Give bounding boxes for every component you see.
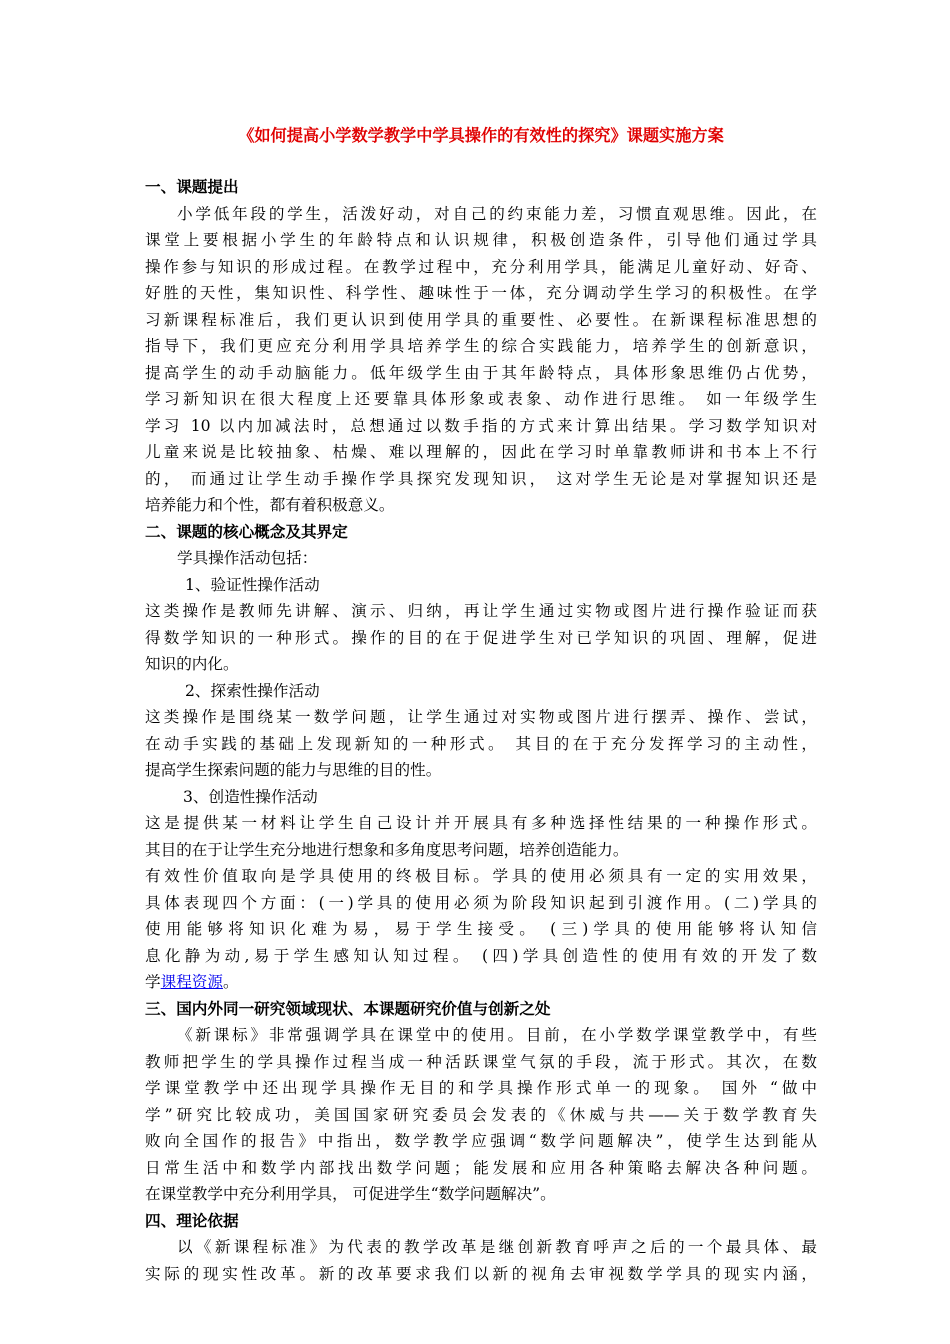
paragraph-line: 习新课程标准后，我们更认识到使用学具的重要性、必要性。在新课程标准思想的 xyxy=(145,310,817,329)
paragraph-line: 这类操作是教师先讲解、演示、归纳，再让学生通过实物或图片进行操作验证而获 xyxy=(145,602,817,620)
paragraph-line: 的， 而通过让学生动手操作学具探究发现知识， 这对学生无论是对掌握知识还是 xyxy=(145,469,817,488)
paragraph-line: 在课堂教学中充分利用学具， 可促进学生“数学问题解决”。 xyxy=(145,1185,556,1203)
paragraph-line: 指导下，我们更应充分利用学具培养学生的综合实践能力，培养学生的创新意识， xyxy=(145,337,817,355)
section-heading-3: 三、国内外同一研究领域现状、本课题研究价值与创新之处 xyxy=(145,999,551,1018)
subsection-title-2: 2、探索性操作活动 xyxy=(185,681,320,700)
paragraph-line: 学具操作活动包括： xyxy=(177,549,318,567)
paragraph-line: 这类操作是围绕某一数学问题，让学生通过对实物或图片进行摆弄、操作、尝试， xyxy=(145,708,817,726)
document-page xyxy=(145,118,817,1287)
paragraph-line: 败向全国作的报告》中指出，数学教学应强调“数学问题解决”，使学生达到能从 xyxy=(145,1132,817,1150)
subsection-title-1: 1、验证性操作活动 xyxy=(185,575,320,594)
paragraph-line: 提高学生的动手动脑能力。低年级学生由于其年龄特点，具体形象思维仍占优势， xyxy=(145,363,817,382)
paragraph-line: 这是提供某一材料让学生自己设计并开展具有多种选择性结果的一种操作形式。 xyxy=(145,814,817,832)
paragraph-line: 使用能够将知识化难为易，易于学生接受。 (三)学具的使用能够将认知信 xyxy=(145,920,817,938)
section-heading-1: 一、课题提出 xyxy=(145,178,239,196)
paragraph-line: 操作参与知识的形成过程。在教学过程中，充分利用学具，能满足儿童好动、好奇、 xyxy=(145,257,817,276)
text-suffix: 。 xyxy=(223,973,239,991)
paragraph-line: 具体表现四个方面：(一)学具的使用必须为阶段知识起到引渡作用。(二)学具的 xyxy=(145,893,817,912)
paragraph-line: 息化静为动,易于学生感知认知过程。 (四)学具创造性的使用有效的开发了数 xyxy=(145,946,817,965)
paragraph-line: 学习新知识在很大程度上还要靠具体形象或表象、动作进行思维。 如一年级学生 xyxy=(145,390,817,408)
paragraph-line: 得数学知识的一种形式。操作的目的在于促进学生对已学知识的巩固、理解，促进 xyxy=(145,628,817,647)
section-heading-4: 四、理论依据 xyxy=(145,1211,239,1230)
paragraph-line: 小学低年段的学生，活泼好动，对自己的约束能力差，习惯直观思维。因此，在 xyxy=(177,204,817,223)
paragraph-line: 教师把学生的学具操作过程当成一种活跃课堂气氛的手段，流于形式。其次，在数 xyxy=(145,1052,817,1071)
paragraph-line: 以《新课程标准》为代表的教学改革是继创新教育呼声之后的一个最具体、最 xyxy=(177,1238,817,1256)
paragraph-line: 其目的在于让学生充分地进行想象和多角度思考问题，培养创造能力。 xyxy=(145,840,629,859)
paragraph-line: 学习 10 以内加减法时，总想通过以数手指的方式来计算出结果。学习数学知识对 xyxy=(145,416,817,435)
paragraph-line: 课堂上要根据小学生的年龄特点和认识规律，积极创造条件，引导他们通过学具 xyxy=(145,231,817,249)
paragraph-line: 儿童来说是比较抽象、枯燥、难以理解的，因此在学习时单靠教师讲和书本上不行 xyxy=(145,443,817,461)
paragraph-line: 实际的现实性改革。新的改革要求我们以新的视角去审视数学学具的现实内涵， xyxy=(145,1264,817,1283)
paragraph-line: 提高学生探索问题的能力与思维的目的性。 xyxy=(145,761,442,779)
subsection-title-3: 3、创造性操作活动 xyxy=(183,787,318,806)
paragraph-line: 有效性价值取向是学具使用的终极目标。学具的使用必须具有一定的实用效果， xyxy=(145,867,817,885)
paragraph-line: 培养能力和个性，都有着积极意义。 xyxy=(145,496,395,514)
paragraph-line: 知识的内化。 xyxy=(145,655,239,673)
document-title: 《如何提高小学数学教学中学具操作的有效性的探究》课题实施方案 xyxy=(238,126,724,145)
paragraph-line: 学课堂教学中还出现学具操作无目的和学具操作形式单一的现象。 国外 “做中 xyxy=(145,1079,817,1097)
paragraph-line: 在动手实践的基础上发现新知的一种形式。 其目的在于充分发挥学习的主动性， xyxy=(145,734,817,753)
paragraph-line-with-link xyxy=(145,969,817,996)
paragraph-line: 学”研究比较成功，美国国家研究委员会发表的《休威与共——关于数学教育失 xyxy=(145,1105,817,1124)
section-heading-2: 二、课题的核心概念及其界定 xyxy=(145,522,348,541)
paragraph-line: 好胜的天性，集知识性、科学性、趣味性于一体，充分调动学生学习的积极性。在学 xyxy=(145,284,817,302)
paragraph-line: 日常生活中和数学内部找出数学问题；能发展和应用各种策略去解决各种问题。 xyxy=(145,1158,817,1177)
course-resources-link[interactable]: 课程资源 xyxy=(160,973,223,991)
text-prefix: 学 xyxy=(145,973,161,991)
paragraph-line: 《新课标》非常强调学具在课堂中的使用。目前，在小学数学课堂教学中，有些 xyxy=(177,1026,817,1044)
